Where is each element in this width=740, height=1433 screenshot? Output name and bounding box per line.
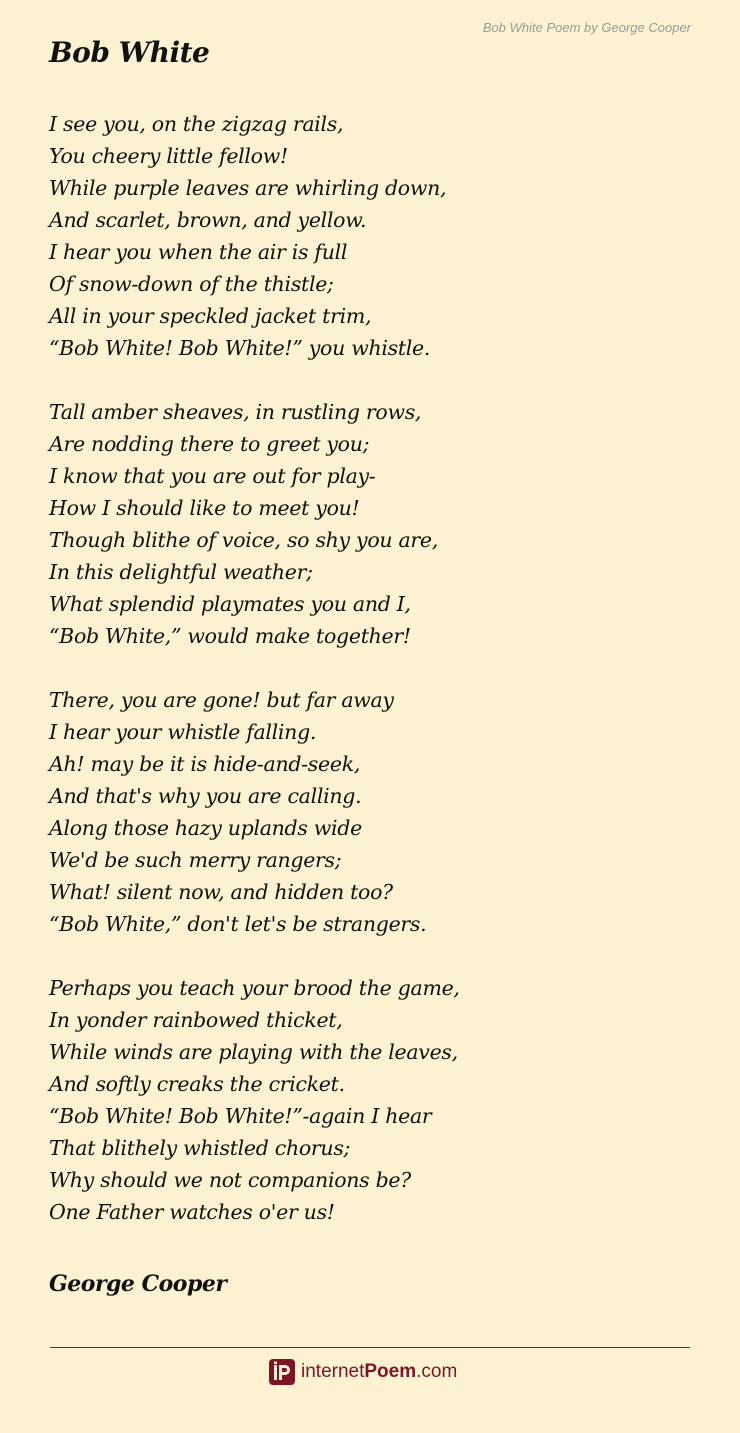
ip-logo-icon — [269, 1359, 295, 1385]
poem-body — [49, 108, 699, 1260]
footer-divider — [50, 1347, 690, 1348]
poem-line: I know that you are out for play- — [49, 464, 376, 488]
poem-line: That blithely whistled chorus; — [49, 1136, 351, 1160]
poem-title: Bob White — [49, 36, 210, 69]
stanza-2 — [49, 396, 699, 652]
poem-line: In this delightful weather; — [49, 560, 313, 584]
poem-line: Along those hazy uplands wide — [49, 816, 362, 840]
stanza-3 — [49, 684, 699, 940]
stanza-1 — [49, 108, 699, 364]
poem-line: How I should like to meet you! — [49, 496, 360, 520]
poem-line: All in your speckled jacket trim, — [49, 304, 372, 328]
brand-text-poem: Poem — [364, 1361, 417, 1382]
brand-text-internet: internet — [301, 1361, 365, 1382]
poem-line: I hear you when the air is full — [49, 240, 348, 264]
poem-line: Why should we not companions be? — [49, 1168, 411, 1192]
stanza-4 — [49, 972, 699, 1228]
poem-line: Perhaps you teach your brood the game, — [49, 976, 460, 1000]
poem-line: “Bob White! Bob White!” you whistle. — [49, 336, 431, 360]
poem-line: Are nodding there to greet you; — [49, 432, 370, 456]
poem-line: And softly creaks the cricket. — [49, 1072, 345, 1096]
poem-line: There, you are gone! but far away — [49, 688, 394, 712]
poem-line: “Bob White,” would make together! — [49, 624, 411, 648]
brand-text-tld: .com — [416, 1361, 458, 1382]
site-brand-link[interactable] — [269, 1358, 457, 1386]
poem-author: George Cooper — [49, 1271, 227, 1297]
poem-line: While purple leaves are whirling down, — [49, 176, 447, 200]
poem-line: And scarlet, brown, and yellow. — [49, 208, 367, 232]
poem-line: What! silent now, and hidden too? — [49, 880, 393, 904]
poem-line: While winds are playing with the leaves, — [49, 1040, 458, 1064]
poem-line: I see you, on the zigzag rails, — [49, 112, 344, 136]
poem-line: In yonder rainbowed thicket, — [49, 1008, 343, 1032]
poem-line: I hear your whistle falling. — [49, 720, 317, 744]
poem-line: Ah! may be it is hide-and-seek, — [49, 752, 361, 776]
poem-line: Of snow-down of the thistle; — [49, 272, 334, 296]
poem-line: What splendid playmates you and I, — [49, 592, 411, 616]
poem-line: “Bob White,” don't let's be strangers. — [49, 912, 427, 936]
poem-line: “Bob White! Bob White!”-again I hear — [49, 1104, 432, 1128]
poem-line: And that's why you are calling. — [49, 784, 362, 808]
poem-line: You cheery little fellow! — [49, 144, 288, 168]
header-credit: Bob White Poem by George Cooper — [482, 20, 691, 35]
poem-line: One Father watches o'er us! — [49, 1200, 335, 1224]
poem-line: Tall amber sheaves, in rustling rows, — [49, 400, 422, 424]
poem-line: We'd be such merry rangers; — [49, 848, 342, 872]
poem-line: Though blithe of voice, so shy you are, — [49, 528, 438, 552]
